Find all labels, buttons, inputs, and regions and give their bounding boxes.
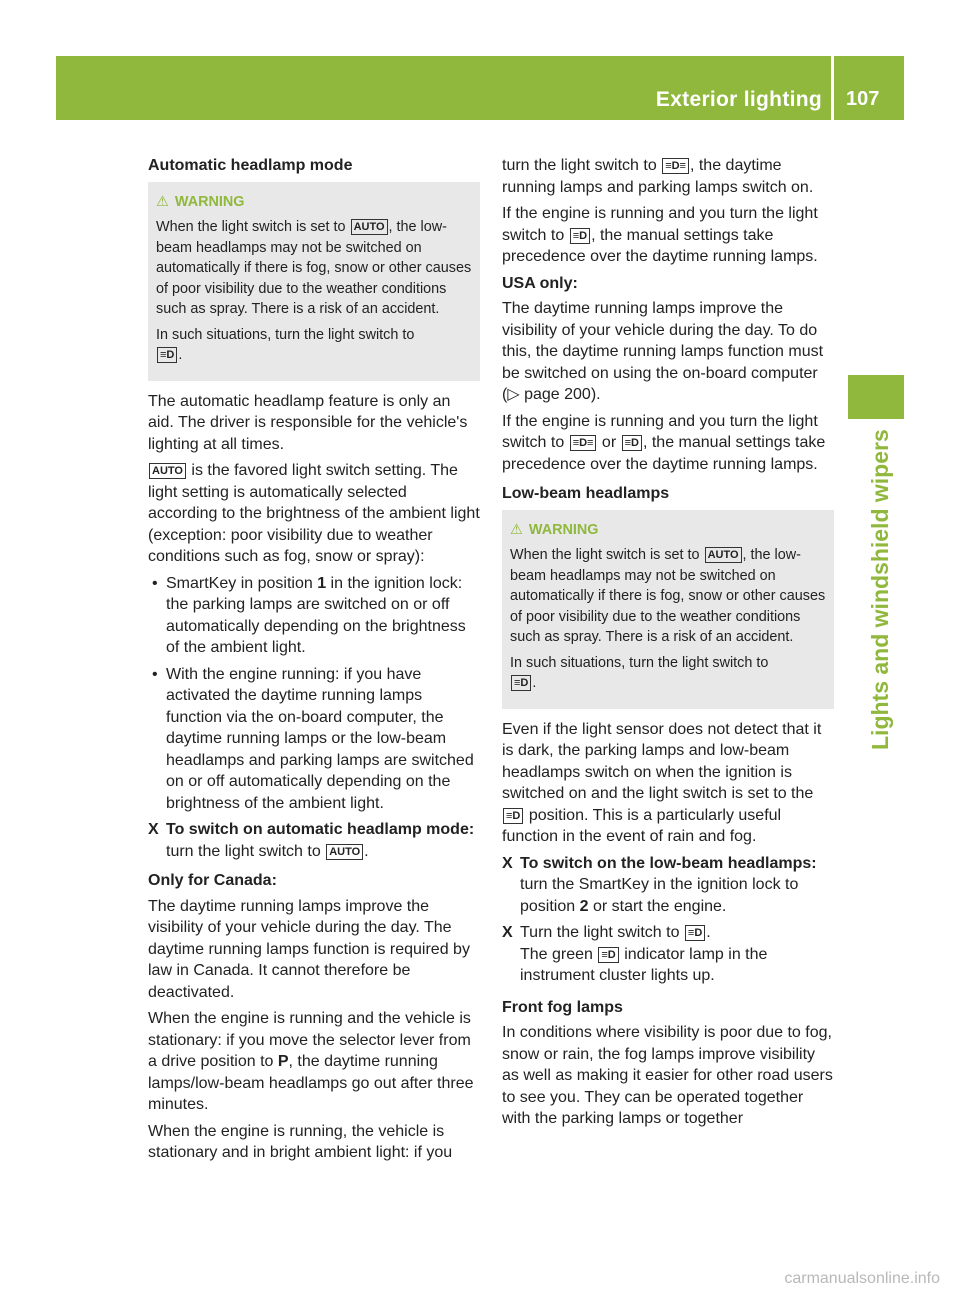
- paragraph: AUTO is the favored light switch setting. The light setting is automatically selected according to the brightness of the ambient light (exception: poor visibility due to weather conditions such as fog, snow or spray):: [148, 462, 480, 565]
- chapter-label: Lights and windshield wipers: [867, 429, 893, 750]
- warning-instruction: In such situations, turn the light switch to ≡D .: [156, 326, 415, 363]
- step-marker-icon: X: [148, 821, 159, 838]
- lowbeam-symbol-icon: ≡D: [685, 925, 705, 941]
- heading-automatic-headlamp: Automatic headlamp mode: [148, 157, 353, 174]
- bullet-item: • With the engine running: if you have activated the daytime running lamps function via the on-board computer, the daytime running lamps or the low-beam headlamps and parking lamps are switched on or off automatically depending on the brightness of the ambient light.: [148, 664, 480, 815]
- paragraph: In conditions where visibility is poor due to fog, snow or rain, the fog lamps improve visibility as well as making it easier for other road users to see you. They can be operated together with the parking lamps or together: [502, 1024, 833, 1127]
- left-column: [148, 155, 480, 1169]
- lowbeam-symbol-icon: ≡D: [511, 675, 531, 691]
- paragraph: turn the light switch to ≡D≡ , the daytime running lamps and parking lamps switch on.: [502, 157, 814, 196]
- auto-symbol-icon: AUTO: [326, 844, 363, 860]
- heading-canada: Only for Canada:: [148, 872, 277, 889]
- auto-symbol-icon: AUTO: [351, 219, 388, 235]
- warning-instruction: In such situations, turn the light switch to ≡D .: [510, 654, 769, 691]
- auto-symbol-icon: AUTO: [149, 463, 186, 479]
- step-marker-icon: X: [502, 924, 513, 941]
- right-column: [502, 155, 834, 1135]
- lowbeam-symbol-icon: ≡D: [598, 947, 618, 963]
- instruction-step: X Turn the light switch to ≡D . The green ≡D indicator lamp in the instrument cluster lights up.: [502, 924, 768, 984]
- paragraph: When the engine is running, the vehicle is stationary and in bright ambient light: if you: [148, 1122, 453, 1161]
- paragraph: If the engine is running and you turn the light switch to ≡D≡ or ≡D , the manual settings take precedence over the daytime running lamps.: [502, 412, 826, 473]
- parking-symbol-icon: ≡D≡: [662, 158, 689, 174]
- instruction-step: X To switch on automatic headlamp mode: turn the light switch to AUTO .: [148, 821, 475, 860]
- warning-box: [148, 182, 480, 381]
- lowbeam-symbol-icon: ≡D: [157, 347, 177, 363]
- page-ref-arrow-icon: ▷: [507, 386, 520, 403]
- paragraph: The daytime running lamps improve the visibility of your vehicle during the day. The daytime running lamps function is required by law in Canada. It cannot therefore be deactivated.: [148, 897, 470, 1001]
- paragraph: If the engine is running and you turn the light switch to ≡D , the manual settings take precedence over the daytime running lamps.: [502, 205, 818, 265]
- warning-box: [502, 510, 834, 709]
- lowbeam-symbol-icon: ≡D: [503, 808, 523, 824]
- heading-usa: USA only:: [502, 274, 578, 292]
- warning-title: ⚠ WARNING: [156, 192, 472, 213]
- warning-triangle-icon: ⚠: [156, 193, 169, 210]
- paragraph: The daytime running lamps improve the visibility of your vehicle during the day. To do this, the daytime running lamps function must be switched on using the on-board computer (▷ page 200).: [502, 300, 824, 403]
- page-number: 107: [846, 88, 880, 110]
- step-marker-icon: X: [502, 854, 513, 872]
- section-title: Exterior lighting: [655, 88, 822, 111]
- header-divider: [831, 56, 834, 120]
- instruction-step: X To switch on the low-beam headlamps: turn the SmartKey in the ignition lock to position 2 or start the engine.: [502, 854, 817, 915]
- paragraph: The automatic headlamp feature is only an aid. The driver is responsible for the vehicle's lighting at all times.: [148, 392, 468, 453]
- heading-low-beam: Low-beam headlamps: [502, 485, 670, 502]
- heading-front-fog: Front fog lamps: [502, 998, 623, 1016]
- warning-text: When the light switch is set to AUTO , the low-beam headlamps may not be switched on automatically if there is fog, snow or other causes of poor visibility due to the weather conditions such as spray. There is a risk of an accident.: [510, 547, 826, 645]
- paragraph: When the engine is running and the vehicle is stationary: if you move the selector lever from a drive position to P, the daytime running lamps/low-beam headlamps go out after three minutes.: [148, 1010, 474, 1113]
- warning-triangle-icon: ⚠: [510, 521, 523, 538]
- warning-text: When the light switch is set to AUTO , the low-beam headlamps may not be switched on automatically if there is fog, snow or other causes of poor visibility due to the weather conditions such as spray. There is a risk of an accident.: [156, 219, 472, 317]
- watermark: carmanualsonline.info: [784, 1270, 940, 1287]
- paragraph: Even if the light sensor does not detect that it is dark, the parking lamps and low-beam headlamps switch on when the ignition is switched on and the light switch is set to the ≡D position. This is a particularly useful function in the event of rain and fog.: [502, 720, 822, 845]
- side-tab: [848, 375, 904, 419]
- bullet-item: • SmartKey in position 1 in the ignition lock: the parking lamps are switched on or off automatically depending on the brightness of the ambient light.: [148, 573, 480, 659]
- warning-title: ⚠ WARNING: [510, 520, 826, 541]
- parking-symbol-icon: ≡D≡: [570, 435, 597, 451]
- lowbeam-symbol-icon: ≡D: [570, 228, 590, 244]
- lowbeam-symbol-icon: ≡D: [622, 435, 642, 451]
- auto-symbol-icon: AUTO: [705, 547, 742, 563]
